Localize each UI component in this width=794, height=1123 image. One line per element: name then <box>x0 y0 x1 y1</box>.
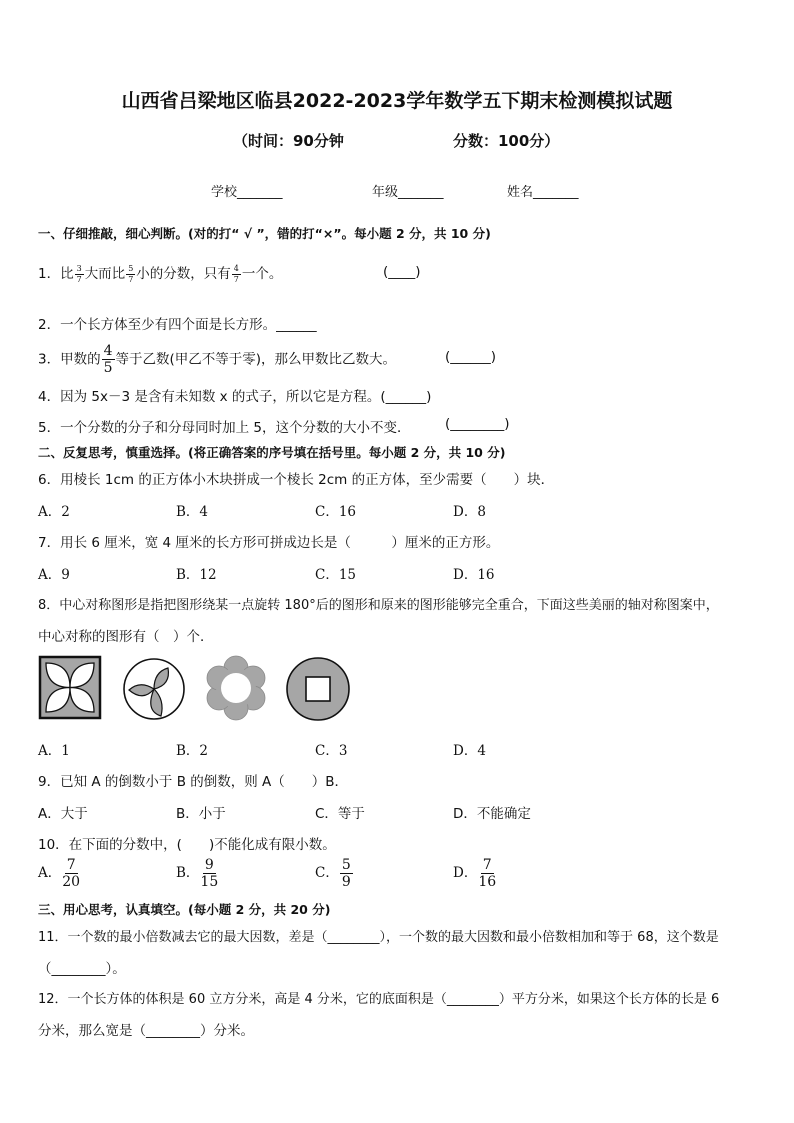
question-11-line-1: 11．一个数的最小倍数减去它的最大因数，差是（________），一个数的最大因数和最小倍数相加和等于 68，这个数是 <box>38 930 719 945</box>
page-title: 山西省吕梁地区临县2022-2023学年数学五下期末检测模拟试题 <box>121 90 673 112</box>
q7-option-c[interactable]: C．15 <box>315 567 357 583</box>
q1-mid1: 大而比 <box>84 266 126 282</box>
fraction-7-20: $\frac{7}{20}$ <box>62 857 81 890</box>
name-field: 姓名_______ <box>507 185 579 200</box>
four-petal-square-figure <box>38 655 102 720</box>
q9-option-a[interactable]: A．大于 <box>38 806 88 822</box>
question-12-line-1: 12．一个长方体的体积是 60 立方分米，高是 4 分米，它的底面积是（________）平方分米，如果这个长方体的长是 6 <box>38 992 720 1007</box>
question-8-line-1: 8．中心对称图形是指把图形绕某一点旋转 180°后的图形和原来的图形能够完全重合，下面这些美丽的轴对称图案中， <box>38 598 719 613</box>
question-11-line-2: （________）。 <box>38 961 126 977</box>
q9-option-c[interactable]: C．等于 <box>315 806 365 822</box>
q3-pre: 3．甲数的 <box>38 351 101 368</box>
q3-post: 等于乙数(甲乙不等于零)，那么甲数比乙数大。 <box>115 351 397 368</box>
q8-option-b[interactable]: B．2 <box>176 743 209 759</box>
q9-option-d[interactable]: D．不能确定 <box>453 806 531 822</box>
fraction-5-7: $\frac{5}{7}$ <box>128 263 134 284</box>
question-5: 5．一个分数的分子和分母同时加上 5，这个分数的大小不变． <box>38 420 411 436</box>
fraction-3-7: $\frac{3}{7}$ <box>76 263 82 284</box>
section-heading-3: 三、用心思考，认真填空。(每小题 2 分，共 20 分) <box>38 902 331 917</box>
fraction-9-15: $\frac{9}{15}$ <box>200 857 219 890</box>
q1-mid2: 小的分数，只有 <box>136 266 231 282</box>
q1-answer-blank[interactable]: (____) <box>383 264 421 280</box>
q7-option-b[interactable]: B．12 <box>176 567 217 583</box>
question-3 <box>38 344 396 375</box>
school-field: 学校_______ <box>211 185 283 200</box>
question-7: 7．用长 6 厘米，宽 4 厘米的长方形可拼成边长是（ ）厘米的正方形。 <box>38 535 500 551</box>
q6-option-c[interactable]: C．16 <box>315 504 357 520</box>
q8-option-c[interactable]: C．3 <box>315 743 348 759</box>
q10-option-c[interactable]: C． $\frac{5}{9}$ <box>315 857 351 890</box>
fraction-7-16: $\frac{7}{16}$ <box>478 857 497 890</box>
fraction-4-7: $\frac{4}{7}$ <box>233 263 239 284</box>
q8-option-d[interactable]: D．4 <box>453 743 486 759</box>
flower-ring-figure <box>203 655 269 721</box>
grade-field: 年级_______ <box>372 185 444 200</box>
q7-option-d[interactable]: D．16 <box>453 567 495 583</box>
question-8-line-2: 中心对称的图形有（ ）个． <box>38 629 214 645</box>
question-2: 2．一个长方体至少有四个面是长方形。______ <box>38 317 317 333</box>
q5-answer-blank[interactable]: (________) <box>445 416 510 432</box>
q9-option-b[interactable]: B．小于 <box>176 806 226 822</box>
q6-option-b[interactable]: B．4 <box>176 504 209 520</box>
question-6: 6．用棱长 1cm 的正方体小木块拼成一个棱长 2cm 的正方体，至少需要（ ）块． <box>38 472 555 488</box>
question-10: 10．在下面的分数中，( )不能化成有限小数。 <box>38 837 336 853</box>
fraction-5-9: $\frac{5}{9}$ <box>341 857 351 890</box>
q3-answer-blank[interactable]: (______) <box>445 349 497 365</box>
q1-post: 一个。 <box>241 266 283 282</box>
section-heading-2: 二、反复思考，慎重选择。(将正确答案的序号填在括号里。每小题 2 分，共 10 分) <box>38 445 506 460</box>
exam-time: （时间：90分钟 <box>233 132 344 150</box>
three-petal-circle-figure <box>121 656 187 722</box>
square-hole-coin-figure <box>285 656 351 722</box>
question-4: 4．因为 5x－3 是含有未知数 x 的式子，所以它是方程。(______) <box>38 389 432 405</box>
question-9: 9．已知 A 的倒数小于 B 的倒数，则 A（ ）B． <box>38 774 349 790</box>
question-1 <box>38 262 282 284</box>
q10-option-b[interactable]: B． $\frac{9}{15}$ <box>176 857 219 890</box>
q10-option-d[interactable]: D． $\frac{7}{16}$ <box>453 857 497 890</box>
q7-option-a[interactable]: A．9 <box>38 567 70 583</box>
section-heading-1: 一、仔细推敲，细心判断。(对的打“ √ ”，错的打“×”。每小题 2 分，共 10 分) <box>38 226 491 241</box>
q8-option-a[interactable]: A．1 <box>38 743 70 759</box>
question-12-line-2: 分米，那么宽是（________）分米。 <box>38 1023 254 1039</box>
fraction-4-5: $\frac{4}{5}$ <box>103 343 113 376</box>
q1-pre: 1．比 <box>38 266 74 282</box>
exam-score: 分数：100分） <box>453 132 560 150</box>
q6-option-d[interactable]: D．8 <box>453 504 486 520</box>
q10-option-a[interactable]: A． $\frac{7}{20}$ <box>38 857 81 890</box>
q6-option-a[interactable]: A．2 <box>38 504 70 520</box>
